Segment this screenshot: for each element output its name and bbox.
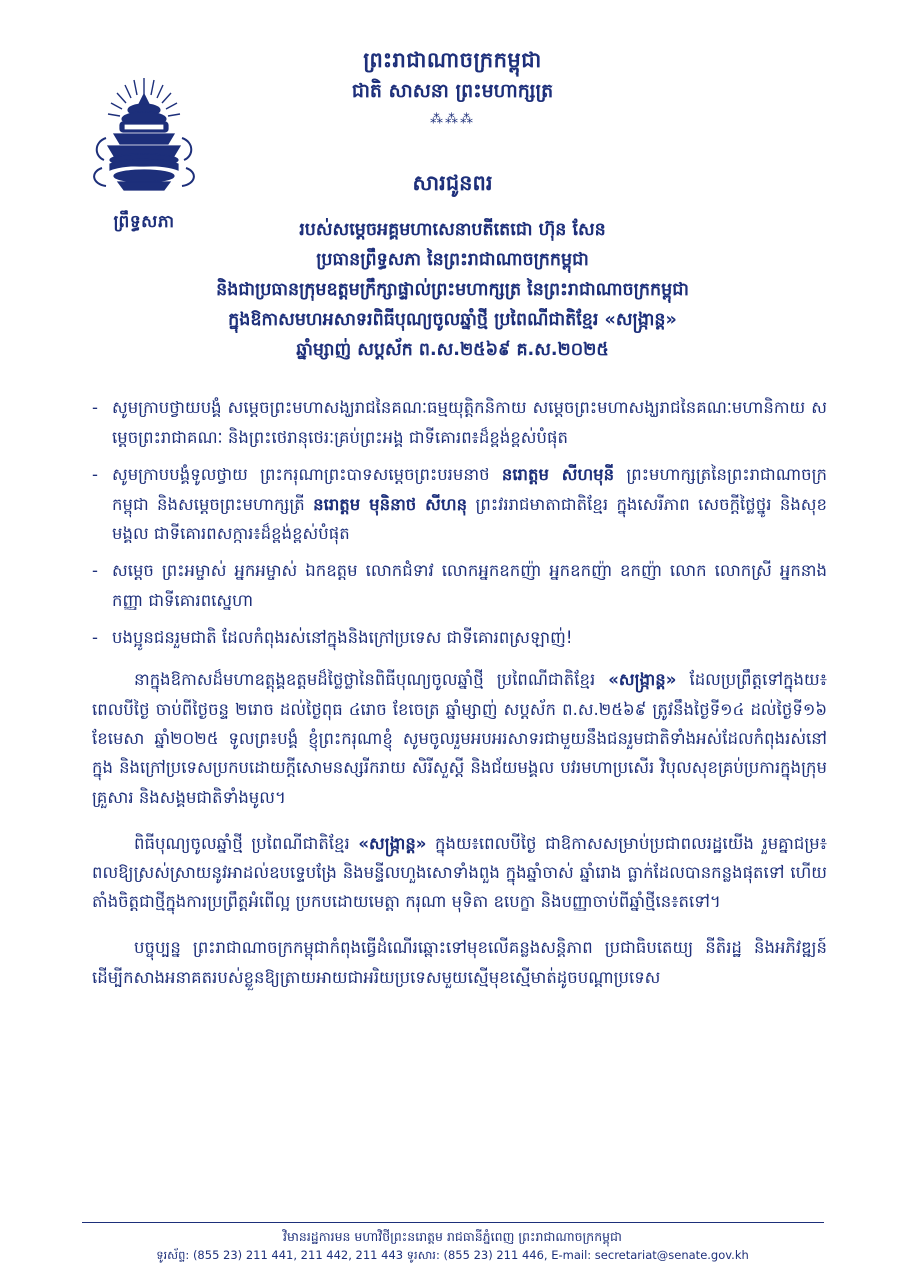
subtitle-line-4: ក្នុងឱកាសមហអសាទរពិធីបុណ្យចូលឆ្នាំថ្មី ប្រពៃណីជាតិខ្មែរ «សង្រ្កាន្ត»: [228, 310, 677, 331]
bullet-dash: -: [92, 627, 98, 647]
subtitle-line-2: ប្រធានព្រឹទ្ធសភា នៃព្រះរាជាណាចក្រកម្ពុជា: [316, 250, 589, 271]
document-footer: [0, 1222, 905, 1264]
subtitle-line-1: របស់សម្តេចអគ្គមហាសេនាបតីតេជោ ហ៊ុន សែន: [299, 219, 606, 240]
greeting-list: [92, 393, 827, 652]
royal-emblem-icon: [84, 72, 204, 207]
list-item-text-mid: ព្រះមហាក្សត្រនៃព្រះរាជាណាចក្រកម្ពុជា និងសម្តេចព្រះមហាក្សត្រី: [112, 465, 828, 514]
paragraph-3: [92, 933, 827, 992]
paragraph-1-part-2: ដែលប្រព្រឹត្តទៅក្នុងយ៖ពេលបីថ្ងៃ ចាប់ពីថ្ងៃចន្ទ ២រោច ដល់ថ្ងៃពុធ ៤រោច ខែចេត្រ ឆ្នាំម្សាញ់ សប្តស័ក ព.ស.២៥៦៩ ត្រូវនឹងថ្ងៃទី១៤ ដល់ថ្ងៃទី១៦ ខែមេសា ឆ្នាំ២០២៥ ទូលព្រ៖បង្គំ ខ្ញុំព្រះករុណាខ្ញុំ សូមចូលរួមអបអរសាទរជាមួយនឹងជនរួមជាតិទាំងអស់ដែលកំពុងរស់នៅក្នុង និងក្រៅប្រទេសប្រកបដោយក្តីសោមនស្សរីករាយ សិរីសួស្តី និងជ័យមង្គល បវរមហាប្រសើរ វិបុលសុខគ្រប់ប្រការក្នុងក្រុមគ្រួសារ និងសង្គមជាតិទាំងមូល។: [92, 670, 827, 807]
list-item-text-prefix: សូមក្រាបបង្គំទូលថ្វាយ ព្រះករុណាព្រះបាទសម្តេចព្រះបរមនាថ: [112, 465, 502, 485]
bullet-dash: -: [92, 561, 98, 581]
paragraph-1: [92, 665, 827, 812]
list-item-text: សម្តេច ព្រះអម្ចាស់ អ្នកអម្ចាស់ ឯកឧត្តម លោកជំទាវ លោកអ្នកឧកញ៉ា អ្នកឧកញ៉ា ឧកញ៉ា លោក លោកស្រី អ្នកនាង កញ្ញា ជាទីគោរពស្នេហា: [112, 561, 827, 610]
list-item: [92, 393, 827, 452]
ornament-divider: ⁂⁂⁂: [430, 111, 475, 127]
footer-address: វិមានរដ្ឋការមន មហាវិថីព្រះនរោត្តម រាជធានីភ្នំពេញ ព្រះរាជាណាចក្រកម្ពុជា: [283, 1229, 622, 1244]
royal-emblem-block: [78, 72, 210, 236]
subtitle-line-3: និងជាប្រធានក្រុមឧត្តមក្រឹក្សាផ្ទាល់ព្រះមហាក្សត្រ នៃព្រះរាជាណាចក្រកម្ពុជា: [216, 280, 689, 301]
subtitle-line-5: ឆ្នាំម្សាញ់ សប្តស័ក ព.ស.២៥៦៩ គ.ស.២០២៥: [296, 340, 609, 361]
paragraph-2-term: «សង្រ្កាន្ត»: [358, 833, 427, 853]
royal-name-king: នរោត្តម សីហមុនី: [501, 465, 615, 485]
bullet-dash: -: [92, 465, 98, 485]
list-item-text: បងប្អូនជនរួមជាតិ ដែលកំពុងរស់នៅក្នុងនិងក្រៅប្រទេស ជាទីគោរពស្រឡាញ់!: [112, 627, 573, 647]
paragraph-2-part-2: ក្នុងយ៖ពេលបីថ្ងៃ ជាឱកាសសម្រាប់ប្រជាពលរដ្ឋយើង រួមគ្នាជម្រ៖ពលឱ្យស្រស់ស្រាយនូវអាដល់ឧបទេ្ទបង្រែ និងមន្ទីលហួងសោទាំងពួង ក្នុងឆ្នាំចាស់ ឆ្នាំរោង ធ្លាក់ដែលបានកន្លងផុតទៅ ហើយតាំងចិត្តជាថ្មីក្នុងការប្រព្រឹត្តអំពើល្អ ប្រកបដោយមេត្តា ករុណា មុទិតា ឧបេក្ខា និងបញ្ញាចាប់ពីឆ្នាំថ្មីនេ៖តទៅ។: [92, 833, 827, 912]
footer-divider: [82, 1222, 824, 1223]
royal-name-queen-mother: នរោត្តម មុនិនាថ សីហនុ: [313, 494, 468, 514]
kingdom-title: ព្រះរាជាណាចក្រកម្ពុជា: [363, 48, 542, 72]
list-item: [92, 623, 827, 652]
document-body: [0, 393, 905, 991]
bullet-dash: -: [92, 398, 98, 418]
list-item-text: សូមក្រាបថ្វាយបង្គំ សម្តេចព្រះមហាសង្ឃរាជនៃគណៈធម្មយុត្តិកនិកាយ សម្តេចព្រះមហាសង្ឃរាជនៃគណៈមហានិកាយ សម្តេចព្រះរាជាគណៈ និងព្រះថេរានុថេរៈគ្រប់ព្រះអង្គ ជាទីគោរព៖ដ៏ខ្ពង់ខ្ពស់បំផុត: [112, 398, 827, 447]
page-title: សារជូនពរ: [412, 170, 493, 195]
list-item: [92, 460, 827, 548]
paragraph-2: [92, 829, 827, 917]
footer-contact: ទូរស័ព្ទ: (855 23) 211 441, 211 442, 211 443 ទូរសារ: (855 23) 211 446, E-mail: secretariat@senate.gov.kh: [156, 1247, 749, 1262]
paragraph-1-part-1: នាក្នុងឱកាសដ៏មហាឧត្តុង្គឧត្តមដ៏ថ្លៃថ្លានៃពិធីបុណ្យចូលឆ្នាំថ្មី ប្រពៃណីជាតិខ្មែរ: [134, 670, 609, 690]
paragraph-3-part-1: បច្ចុប្បន្ន ព្រះរាជាណាចក្រកម្ពុជាកំពុងធ្វើដំណើរឆ្ពោះទៅមុខលើគន្លងសន្តិភាព ប្រជាធិបតេយ្យ នីតិរដ្ឋ និងអភិវឌ្ឍន៍ ដើម្បីកសាងអនាគតរបស់ខ្លួនឱ្យត្រាយអាយជាអរិយប្រទេសមួយស្មើមុខស្មើមាត់ដូចបណ្តាប្រទេស: [92, 938, 827, 987]
list-item: [92, 556, 827, 615]
emblem-caption: ព្រឹទ្ធសភា: [113, 212, 175, 232]
national-motto: ជាតិ សាសនា ព្រះមហាក្សត្រ: [351, 79, 554, 102]
paragraph-2-part-1: ពិធីបុណ្យចូលឆ្នាំថ្មី ប្រពៃណីជាតិខ្មែរ: [134, 833, 359, 853]
list-item-text-suffix: ព្រះវររាជមាតាជាតិខ្មែរ ក្នុងសេរីភាព សេចក្តីថ្លៃថ្នូរ និងសុខមង្គល ជាទីគោរពសក្ការ៖ដ៏ខ្ពង់ខ្ពស់បំផុត: [112, 494, 827, 543]
paragraph-1-term: «សង្រ្កាន្ត»: [608, 670, 677, 690]
